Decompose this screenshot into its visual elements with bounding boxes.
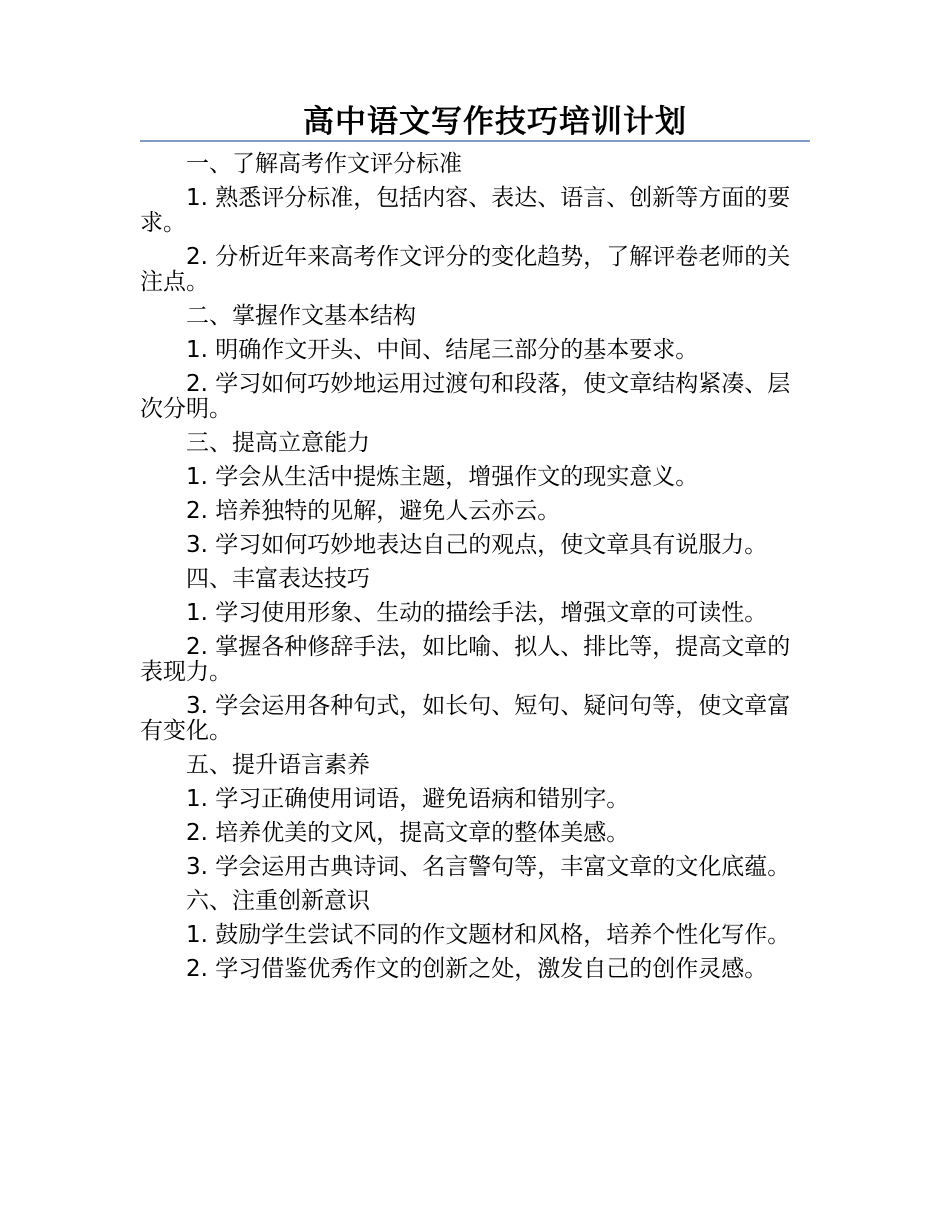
list-item: 2. 培养独特的见解，避免人云亦云。: [186, 498, 561, 524]
section-heading: 一、了解高考作文评分标准: [186, 151, 462, 177]
list-item: 1. 鼓励学生尝试不同的作文题材和风格，培养个性化写作。: [186, 922, 791, 948]
list-item: 3. 学习如何巧妙地表达自己的观点，使文章具有说服力。: [186, 532, 768, 558]
list-item: 3. 学会运用各种句式，如长句、短句、疑问句等，使文章富有变化。: [140, 693, 791, 744]
section-heading: 二、掌握作文基本结构: [186, 303, 416, 329]
section-heading: 四、丰富表达技巧: [186, 566, 370, 592]
document-body: [140, 152, 812, 991]
section-heading: 六、注重创新意识: [186, 888, 370, 914]
section-heading: 五、提升语言素养: [186, 752, 370, 778]
title-underline: [140, 100, 810, 142]
list-item: 2. 学习如何巧妙地运用过渡句和段落，使文章结构紧凑、层次分明。: [140, 371, 791, 422]
list-item: 2. 掌握各种修辞手法，如比喻、拟人、排比等，提高文章的表现力。: [140, 634, 791, 685]
list-item: 3. 学会运用古典诗词、名言警句等，丰富文章的文化底蕴。: [186, 854, 791, 880]
list-item: 2. 分析近年来高考作文评分的变化趋势，了解评卷老师的关注点。: [140, 244, 791, 295]
list-item: 2. 学习借鉴优秀作文的创新之处，激发自己的创作灵感。: [186, 956, 768, 982]
document-page: [140, 0, 812, 1230]
section-heading: 三、提高立意能力: [186, 430, 370, 456]
list-item: 1. 学习使用形象、生动的描绘手法，增强文章的可读性。: [186, 600, 768, 626]
list-item: 1. 熟悉评分标准，包括内容、表达、语言、创新等方面的要求。: [140, 185, 791, 236]
list-item: 1. 学习正确使用词语，避免语病和错别字。: [186, 786, 630, 812]
list-item: 1. 明确作文开头、中间、结尾三部分的基本要求。: [186, 337, 699, 363]
list-item: 2. 培养优美的文风，提高文章的整体美感。: [186, 820, 630, 846]
page-title: 高中语文写作技巧培训计划: [303, 104, 687, 140]
list-item: 1. 学会从生活中提炼主题，增强作文的现实意义。: [186, 464, 699, 490]
